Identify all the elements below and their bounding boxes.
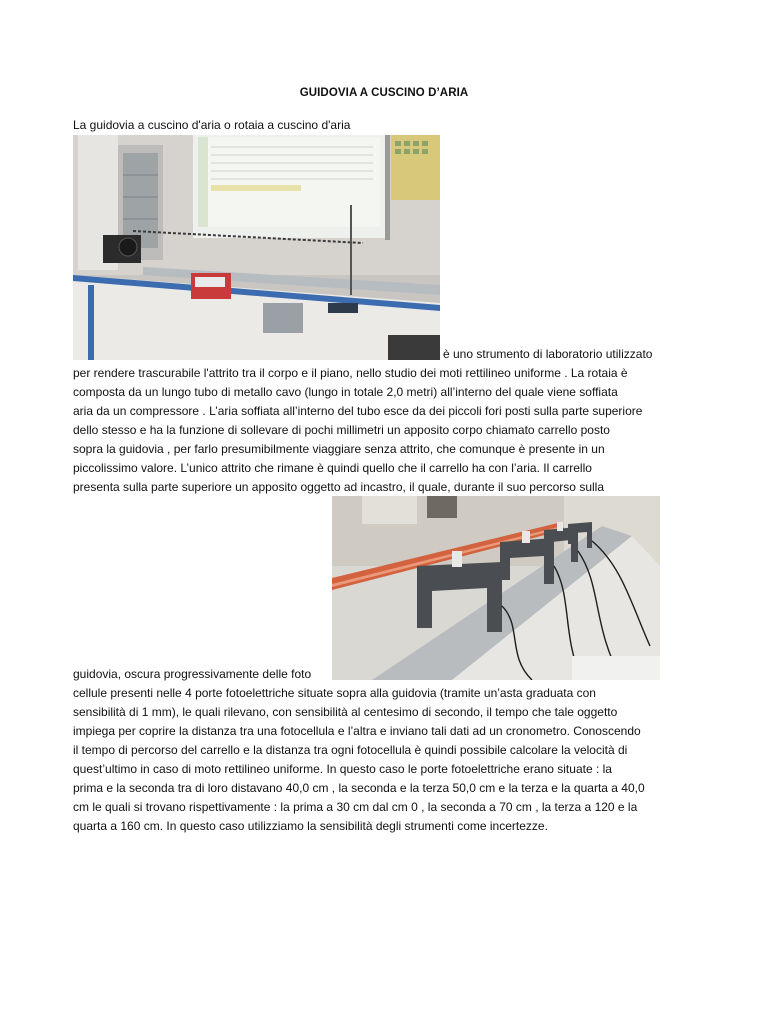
text-line: dello stesso e ha la funzione di sollevare di pochi millimetri un apposito corpo chiamato carrello posto bbox=[73, 423, 610, 437]
text-line: è uno strumento di laboratorio utilizzato bbox=[443, 347, 653, 361]
text-line: guidovia, oscura progressivamente delle foto bbox=[73, 667, 312, 681]
text-line: sopra la guidovia , per farlo presumibilmente viaggiare senza attrito, che comunque è presente in un bbox=[73, 442, 605, 456]
text-line: presenta sulla parte superiore un apposito oggetto ad incastro, il quale, durante il suo percorso sulla bbox=[73, 480, 604, 494]
text-line: quest’ultimo in caso di moto rettilineo uniforme. In questo caso le porte fotoelettriche erano situate : la bbox=[73, 762, 612, 776]
text-line: prima e la seconda tra di loro distavano 40,0 cm , la seconda e la terza 50,0 cm e la terza e la quarta a 40,0 bbox=[73, 781, 645, 795]
text-line: sensibilità di 1 mm), le quali rilevano, con sensibilità al centesimo di secondo, il tempo che tale oggetto bbox=[73, 705, 618, 719]
text-line: impiega per coprire la distanza tra una fotocellula e l’altra e inviano tali dati ad un cronometro. Conoscendo bbox=[73, 724, 641, 738]
text-line: piccolissimo valore. L’unico attrito che rimane è quindi quello che il carrello ha con l’aria. Il carrello bbox=[73, 461, 592, 475]
text-line: composta da un lungo tubo di metallo cavo (lungo in totale 2,0 metri) all’interno del quale viene soffiata bbox=[73, 385, 618, 399]
intro-line: La guidovia a cuscino d'aria o rotaia a cuscino d'aria bbox=[73, 118, 351, 132]
text-line: per rendere trascurabile l'attrito tra il corpo e il piano, nello studio dei moti rettilineo uniforme . La rotaia è bbox=[73, 366, 628, 380]
text-line: il tempo di percorso del carrello e la distanza tra ogni fotocellula è quindi possibile calcolare la velocità di bbox=[73, 743, 628, 757]
text-line: aria da un compressore . L’aria soffiata all’interno del tubo esce da dei piccoli fori posti sulla parte superiore bbox=[73, 404, 643, 418]
text-line: cm le quali si trovano rispettivamente : la prima a 30 cm dal cm 0 , la seconda a 70 cm , la terza a 120 e la bbox=[73, 800, 638, 814]
text-line: quarta a 160 cm. In questo caso utilizziamo la sensibilità degli strumenti come incertezze. bbox=[73, 819, 548, 833]
air-track-lab-photo bbox=[73, 135, 440, 360]
text-line: cellule presenti nelle 4 porte fotoelettriche situate sopra alla guidovia (tramite un’asta graduata con bbox=[73, 686, 596, 700]
document-title: GUIDOVIA A CUSCINO D’ARIA bbox=[299, 87, 469, 99]
photogates-photo bbox=[332, 496, 660, 680]
